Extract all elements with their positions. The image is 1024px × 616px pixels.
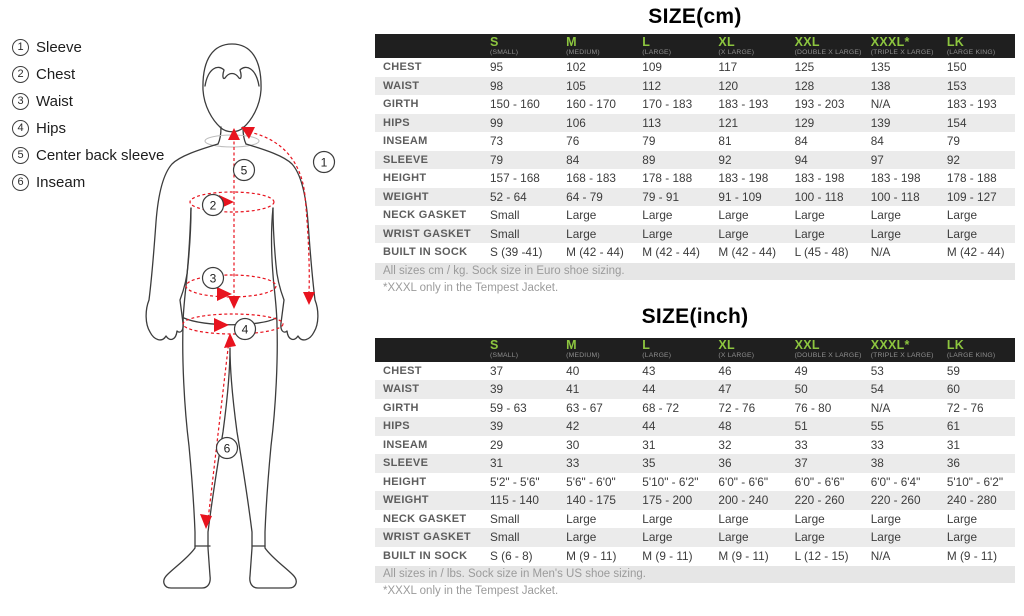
size-code: XXL bbox=[794, 35, 820, 49]
row-label: GIRTH bbox=[383, 401, 419, 414]
cell-value: 97 bbox=[870, 152, 884, 167]
cell-value: L (12 - 15) bbox=[794, 548, 849, 563]
cell-value: 92 bbox=[946, 152, 960, 167]
cell-value: 60 bbox=[946, 382, 960, 397]
size-column-header bbox=[710, 36, 786, 57]
cell-value: 89 bbox=[642, 152, 656, 167]
size-code: L bbox=[642, 339, 651, 352]
cell-value: 44 bbox=[642, 419, 656, 434]
marker-3: 3 bbox=[209, 271, 217, 286]
body-measurement-diagram bbox=[128, 28, 360, 614]
size-code: XL bbox=[718, 339, 735, 352]
row-label: GIRTH bbox=[383, 98, 419, 111]
marker-4: 4 bbox=[241, 322, 249, 337]
cell-value: Small bbox=[490, 208, 520, 223]
cell-value: 79 bbox=[490, 152, 504, 167]
row-label: CHEST bbox=[383, 61, 422, 74]
cell-value: 31 bbox=[642, 437, 656, 452]
cell-value: Large bbox=[566, 511, 597, 526]
size-name: (LARGE) bbox=[642, 48, 672, 56]
size-code: S bbox=[490, 339, 499, 352]
size-cm-footnote-units: All sizes cm / kg. Sock size in Euro shoe sizing. bbox=[375, 263, 1015, 280]
table-row bbox=[375, 399, 1015, 418]
cell-value: Large bbox=[718, 208, 749, 223]
cell-value: 63 - 67 bbox=[566, 400, 603, 415]
cell-value: Large bbox=[870, 226, 901, 241]
inseam-line bbox=[208, 340, 229, 520]
legend-label: Waist bbox=[36, 92, 73, 110]
cell-value: 64 - 79 bbox=[566, 189, 603, 204]
cell-value: 41 bbox=[566, 382, 580, 397]
size-column-header bbox=[787, 36, 863, 57]
row-label: HIPS bbox=[383, 116, 410, 129]
cell-value: 68 - 72 bbox=[642, 400, 680, 415]
cell-value: 138 bbox=[870, 78, 891, 93]
size-code: M bbox=[566, 339, 577, 352]
cell-value: N/A bbox=[870, 548, 891, 563]
size-column-header bbox=[482, 36, 558, 57]
cell-value: 94 bbox=[794, 152, 808, 167]
cell-value: Large bbox=[946, 530, 978, 545]
size-name: (MEDIUM) bbox=[566, 352, 600, 359]
marker-6: 6 bbox=[223, 441, 231, 456]
cell-value: 38 bbox=[870, 456, 884, 471]
size-name: (LARGE KING) bbox=[946, 48, 996, 56]
cell-value: 79 - 91 bbox=[642, 189, 680, 204]
size-code: L bbox=[642, 35, 651, 49]
size-table-inch bbox=[375, 305, 1015, 601]
cell-value: 73 bbox=[490, 134, 504, 149]
hair-outline bbox=[205, 67, 259, 86]
cell-value: 36 bbox=[718, 456, 732, 471]
cell-value: 76 bbox=[566, 134, 580, 149]
table-row bbox=[375, 132, 1015, 151]
cell-value: Large bbox=[566, 530, 597, 545]
cell-value: 50 bbox=[794, 382, 808, 397]
cell-value: Large bbox=[794, 530, 825, 545]
cell-value: Large bbox=[718, 511, 749, 526]
head-outline bbox=[203, 44, 261, 132]
size-code: S bbox=[490, 35, 499, 49]
cell-value: M (42 - 44) bbox=[566, 245, 624, 260]
legend-label: Inseam bbox=[36, 173, 86, 191]
cell-value: 128 bbox=[794, 78, 815, 93]
cell-value: 140 - 175 bbox=[566, 493, 616, 508]
hips-line bbox=[183, 314, 283, 334]
arrow-center-bottom bbox=[228, 296, 240, 309]
size-name: (SMALL) bbox=[490, 48, 519, 56]
cell-value: 125 bbox=[794, 60, 815, 75]
row-label: WRIST GASKET bbox=[383, 531, 471, 544]
cell-value: Large bbox=[718, 226, 749, 241]
size-inch-header bbox=[375, 338, 1015, 362]
size-name: (LARGE KING) bbox=[946, 352, 996, 359]
cell-value: Large bbox=[870, 208, 901, 223]
size-column-header bbox=[634, 36, 710, 57]
arrow-inseam-top bbox=[224, 333, 236, 348]
cell-value: 48 bbox=[718, 419, 732, 434]
cell-value: M (42 - 44) bbox=[946, 245, 1005, 260]
size-column-header bbox=[863, 36, 939, 57]
cell-value: 102 bbox=[566, 60, 586, 75]
cell-value: 183 - 198 bbox=[718, 171, 769, 186]
cell-value: Large bbox=[566, 226, 597, 241]
cell-value: 55 bbox=[870, 419, 884, 434]
cell-value: 59 - 63 bbox=[490, 400, 527, 415]
row-label: WEIGHT bbox=[383, 494, 429, 507]
cell-value: 240 - 280 bbox=[946, 493, 997, 508]
legend-number-badge: 5 bbox=[12, 147, 29, 164]
legend-number-badge: 1 bbox=[12, 39, 29, 56]
cell-value: 135 bbox=[870, 60, 891, 75]
size-column-header bbox=[939, 339, 1015, 360]
arrow-sleeve-bottom bbox=[303, 292, 315, 305]
cell-value: Small bbox=[490, 530, 520, 545]
cell-value: 37 bbox=[794, 456, 808, 471]
row-label: WRIST GASKET bbox=[383, 227, 471, 240]
size-cm-body bbox=[375, 58, 1015, 262]
table-row bbox=[375, 380, 1015, 399]
cell-value: 220 - 260 bbox=[794, 493, 845, 508]
cell-value: Large bbox=[642, 226, 673, 241]
size-name: (DOUBLE X LARGE) bbox=[794, 352, 862, 359]
cell-value: 5'10" - 6'2" bbox=[946, 474, 1004, 489]
cell-value: 113 bbox=[642, 115, 662, 130]
cell-value: Large bbox=[870, 511, 901, 526]
arrow-hips bbox=[214, 318, 229, 332]
cell-value: 150 - 160 bbox=[490, 97, 540, 112]
cell-value: 32 bbox=[718, 437, 732, 452]
size-code: LK bbox=[946, 35, 965, 49]
cell-value: 168 - 183 bbox=[566, 171, 616, 186]
table-row bbox=[375, 58, 1015, 77]
table-row bbox=[375, 362, 1015, 381]
cell-value: 31 bbox=[490, 456, 504, 471]
legend-number-badge: 6 bbox=[12, 174, 29, 191]
row-label: BUILT IN SOCK bbox=[383, 549, 468, 562]
row-label: BUILT IN SOCK bbox=[383, 246, 468, 259]
cell-value: 95 bbox=[490, 60, 504, 75]
body-outline bbox=[146, 44, 318, 588]
cell-value: 139 bbox=[870, 115, 891, 130]
cell-value: 157 - 168 bbox=[490, 171, 540, 186]
row-label: NECK GASKET bbox=[383, 512, 467, 525]
table-row bbox=[375, 77, 1015, 96]
size-name: (SMALL) bbox=[490, 352, 519, 359]
size-cm-header bbox=[375, 34, 1015, 58]
cell-value: 51 bbox=[794, 419, 808, 434]
cell-value: 106 bbox=[566, 115, 586, 130]
cell-value: 154 bbox=[946, 115, 967, 130]
cell-value: 42 bbox=[566, 419, 580, 434]
size-tables bbox=[375, 0, 1015, 600]
cell-value: 33 bbox=[566, 456, 580, 471]
cell-value: 120 bbox=[718, 78, 739, 93]
cell-value: M (42 - 44) bbox=[642, 245, 700, 260]
cell-value: 99 bbox=[490, 115, 504, 130]
table-row bbox=[375, 547, 1015, 566]
cell-value: Large bbox=[946, 511, 978, 526]
cell-value: Large bbox=[642, 208, 673, 223]
cell-value: 115 - 140 bbox=[490, 493, 539, 508]
cell-value: 39 bbox=[490, 382, 504, 397]
arrow-center-top bbox=[228, 128, 240, 140]
cell-value: Small bbox=[490, 511, 520, 526]
size-column-header bbox=[787, 339, 863, 360]
cell-value: 79 bbox=[946, 134, 960, 149]
row-label: SLEEVE bbox=[383, 153, 429, 166]
size-name: (TRIPLE X LARGE) bbox=[870, 48, 934, 56]
cell-value: L (45 - 48) bbox=[794, 245, 849, 260]
cell-value: 33 bbox=[794, 437, 808, 452]
cell-value: M (9 - 11) bbox=[946, 548, 998, 563]
size-code: XXL bbox=[794, 339, 820, 352]
size-column-header bbox=[558, 339, 634, 360]
cell-value: 49 bbox=[794, 363, 808, 378]
cell-value: 6'0" - 6'6" bbox=[718, 474, 769, 489]
size-inch-title: SIZE(inch) bbox=[641, 304, 749, 328]
table-row bbox=[375, 510, 1015, 529]
cell-value: 117 bbox=[718, 60, 738, 75]
row-label: WAIST bbox=[383, 79, 420, 92]
legend-label: Sleeve bbox=[36, 38, 82, 56]
size-inch-footnote-xxxl: *XXXL only in the Tempest Jacket. bbox=[383, 585, 559, 597]
cell-value: S (39 -41) bbox=[490, 245, 543, 260]
cell-value: 76 - 80 bbox=[794, 400, 832, 415]
cell-value: 160 - 170 bbox=[566, 97, 616, 112]
cell-value: Large bbox=[794, 511, 825, 526]
cell-value: 183 - 198 bbox=[870, 171, 921, 186]
cell-value: 61 bbox=[946, 419, 960, 434]
size-code: XL bbox=[718, 35, 735, 49]
cell-value: 52 - 64 bbox=[490, 189, 527, 204]
cell-value: N/A bbox=[870, 97, 891, 112]
cell-value: Large bbox=[946, 208, 978, 223]
row-label: HIPS bbox=[383, 420, 410, 433]
size-code: XXXL* bbox=[870, 339, 910, 352]
cell-value: 5'10" - 6'2" bbox=[642, 474, 699, 489]
row-label: INSEAM bbox=[383, 438, 428, 451]
cell-value: 109 - 127 bbox=[946, 189, 997, 204]
cell-value: 47 bbox=[718, 382, 732, 397]
cell-value: Large bbox=[870, 530, 901, 545]
cell-value: 31 bbox=[946, 437, 960, 452]
size-name: (X LARGE) bbox=[718, 48, 755, 56]
cell-value: 6'0" - 6'4" bbox=[870, 474, 921, 489]
legend-number-badge: 3 bbox=[12, 93, 29, 110]
cell-value: 129 bbox=[794, 115, 815, 130]
cell-value: 81 bbox=[718, 134, 732, 149]
table-row bbox=[375, 473, 1015, 492]
hip-seam bbox=[184, 318, 276, 325]
cell-value: 112 bbox=[642, 78, 662, 93]
legend-label: Hips bbox=[36, 119, 67, 137]
cell-value: 84 bbox=[870, 134, 884, 149]
legend-label: Chest bbox=[36, 65, 76, 83]
size-column-header bbox=[634, 339, 710, 360]
cell-value: 193 - 203 bbox=[794, 97, 845, 112]
marker-1: 1 bbox=[320, 155, 328, 170]
cell-value: 43 bbox=[642, 363, 656, 378]
cell-value: S (6 - 8) bbox=[490, 548, 533, 563]
arrow-inseam-bottom bbox=[200, 514, 212, 529]
row-label: SLEEVE bbox=[383, 457, 429, 470]
size-column-header bbox=[482, 339, 558, 360]
cell-value: Large bbox=[718, 530, 749, 545]
cell-value: 109 bbox=[642, 60, 662, 75]
cell-value: Small bbox=[490, 226, 520, 241]
table-row bbox=[375, 169, 1015, 188]
table-row bbox=[375, 528, 1015, 547]
cell-value: 178 - 188 bbox=[642, 171, 693, 186]
cell-value: Large bbox=[566, 208, 597, 223]
size-code: LK bbox=[946, 339, 965, 352]
cell-value: 183 - 193 bbox=[946, 97, 997, 112]
size-column-header bbox=[939, 36, 1015, 57]
size-name: (DOUBLE X LARGE) bbox=[794, 48, 862, 56]
cell-value: 59 bbox=[946, 363, 960, 378]
row-label: CHEST bbox=[383, 364, 422, 377]
cell-value: 84 bbox=[794, 134, 808, 149]
cell-value: N/A bbox=[870, 245, 891, 260]
cell-value: 170 - 183 bbox=[642, 97, 693, 112]
cell-value: Large bbox=[794, 226, 825, 241]
size-column-header bbox=[710, 339, 786, 360]
cell-value: 35 bbox=[642, 456, 656, 471]
cell-value: 5'2" - 5'6" bbox=[490, 474, 540, 489]
cell-value: 153 bbox=[946, 78, 967, 93]
row-label: WEIGHT bbox=[383, 190, 429, 203]
cell-value: 33 bbox=[870, 437, 884, 452]
table-row bbox=[375, 188, 1015, 207]
cell-value: 6'0" - 6'6" bbox=[794, 474, 845, 489]
row-label: HEIGHT bbox=[383, 475, 427, 488]
cell-value: 100 - 118 bbox=[870, 189, 920, 204]
size-cm-footnote-xxxl: *XXXL only in the Tempest Jacket. bbox=[383, 281, 559, 294]
size-name: (X LARGE) bbox=[718, 352, 755, 359]
cell-value: 44 bbox=[642, 382, 656, 397]
table-row bbox=[375, 454, 1015, 473]
table-row bbox=[375, 417, 1015, 436]
cell-value: 40 bbox=[566, 363, 580, 378]
table-row bbox=[375, 206, 1015, 225]
cell-value: Large bbox=[642, 530, 673, 545]
size-inch-body bbox=[375, 362, 1015, 566]
cell-value: 29 bbox=[490, 437, 504, 452]
legend-number-badge: 4 bbox=[12, 120, 29, 137]
row-label: WAIST bbox=[383, 383, 420, 396]
size-cm-title: SIZE(cm) bbox=[648, 5, 742, 28]
cell-value: M (9 - 11) bbox=[718, 548, 769, 563]
right-arm bbox=[246, 144, 318, 340]
cell-value: Large bbox=[946, 226, 978, 241]
size-code: XXXL* bbox=[870, 35, 910, 49]
size-column-header bbox=[863, 339, 939, 360]
cell-value: 100 - 118 bbox=[794, 189, 844, 204]
cell-value: 39 bbox=[490, 419, 504, 434]
table-row bbox=[375, 491, 1015, 510]
size-column-header bbox=[558, 36, 634, 57]
cell-value: 72 - 76 bbox=[718, 400, 756, 415]
table-row bbox=[375, 243, 1015, 262]
cell-value: 220 - 260 bbox=[870, 493, 921, 508]
table-row bbox=[375, 225, 1015, 244]
cell-value: 72 - 76 bbox=[946, 400, 984, 415]
cell-value: 121 bbox=[718, 115, 739, 130]
size-table-cm bbox=[375, 5, 1015, 297]
marker-5: 5 bbox=[240, 163, 248, 178]
table-row bbox=[375, 95, 1015, 114]
size-name: (TRIPLE X LARGE) bbox=[870, 352, 934, 359]
cell-value: 150 bbox=[946, 60, 967, 75]
cell-value: 178 - 188 bbox=[946, 171, 997, 186]
cell-value: 36 bbox=[946, 456, 960, 471]
left-arm bbox=[146, 144, 218, 340]
size-name: (MEDIUM) bbox=[566, 48, 600, 56]
table-row bbox=[375, 436, 1015, 455]
cell-value: 53 bbox=[870, 363, 884, 378]
size-code: M bbox=[566, 35, 577, 49]
cell-value: M (9 - 11) bbox=[642, 548, 693, 563]
cell-value: 30 bbox=[566, 437, 580, 452]
cell-value: 5'6" - 6'0" bbox=[566, 474, 616, 489]
legend-label: Center back sleeve bbox=[36, 146, 165, 164]
cell-value: N/A bbox=[870, 400, 891, 415]
row-label: HEIGHT bbox=[383, 172, 427, 185]
cell-value: Large bbox=[794, 208, 825, 223]
table-row bbox=[375, 114, 1015, 133]
cell-value: 46 bbox=[718, 363, 732, 378]
cell-value: 183 - 198 bbox=[794, 171, 845, 186]
cell-value: M (9 - 11) bbox=[566, 548, 617, 563]
cell-value: 84 bbox=[566, 152, 580, 167]
row-label: INSEAM bbox=[383, 135, 428, 148]
cell-value: Large bbox=[642, 511, 673, 526]
cell-value: 175 - 200 bbox=[642, 493, 693, 508]
size-inch-footnote-units: All sizes in / lbs. Sock size in Men's US shoe sizing. bbox=[375, 566, 1015, 583]
cell-value: 37 bbox=[490, 363, 504, 378]
table-row bbox=[375, 151, 1015, 170]
cell-value: 105 bbox=[566, 78, 586, 93]
cell-value: 79 bbox=[642, 134, 656, 149]
legend-number-badge: 2 bbox=[12, 66, 29, 83]
size-name: (LARGE) bbox=[642, 352, 672, 359]
cell-value: 91 - 109 bbox=[718, 189, 762, 204]
row-label: NECK GASKET bbox=[383, 209, 467, 222]
cell-value: 98 bbox=[490, 78, 504, 93]
cell-value: 54 bbox=[870, 382, 884, 397]
cell-value: 200 - 240 bbox=[718, 493, 769, 508]
marker-2: 2 bbox=[209, 198, 217, 213]
cell-value: M (42 - 44) bbox=[718, 245, 777, 260]
cell-value: 92 bbox=[718, 152, 732, 167]
cell-value: 183 - 193 bbox=[718, 97, 769, 112]
